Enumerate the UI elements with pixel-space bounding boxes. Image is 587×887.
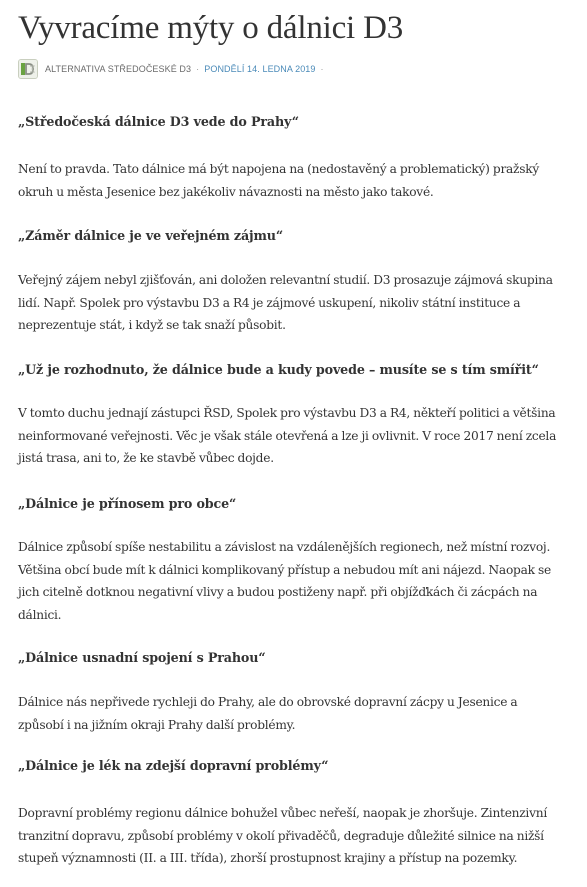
- myth-answer-line: Dálnice způsobí spíše nestabilitu a závislost na vzdálenějších regionech, než místní rozvoj.: [18, 540, 551, 554]
- myth-heading: „Dálnice usnadní spojení s Prahou“: [18, 650, 266, 665]
- myth-section: [18, 647, 574, 691]
- myth-answer-line: Dálnice nás nepřivede rychleji do Prahy, ale do obrovské dopravní zácpy u Jesenice a: [18, 695, 518, 709]
- article-title: Vyvracíme mýty o dálnici D3: [18, 10, 404, 46]
- myth-answer: [18, 402, 574, 493]
- myth-heading: „Dálnice je přínosem pro obce“: [18, 496, 237, 511]
- myth-answer-line: stupeň významnosti (II. a III. třída), zhorší prostupnost krajiny a přístup na pozemky.: [18, 851, 518, 866]
- myth-answer-line: Dopravní problémy regionu dálnice bohužel vůbec neřeší, naopak je zhoršuje. Zintenzivní: [18, 806, 547, 820]
- myth-answer-line: V tomto duchu jednají zástupci ŘSD, Spolek pro výstavbu D3 a R4, někteří politici a většina: [18, 406, 556, 420]
- article-meta: [18, 59, 329, 79]
- myth-answer-line: Není to pravda. Tato dálnice má být napojena na (nedostavěný a problematický) pražský: [18, 162, 539, 176]
- myth-heading: „Středočeská dálnice D3 vede do Prahy“: [18, 114, 299, 129]
- meta-separator: ·: [196, 64, 200, 74]
- meta-separator-trailing: ·: [320, 64, 324, 74]
- myth-section: [18, 225, 574, 269]
- myth-heading: „Záměr dálnice je ve veřejném zájmu“: [18, 228, 283, 243]
- myth-answer-line: jistá trasa, ani to, že ke stavbě vůbec dojde.: [18, 451, 274, 466]
- myth-heading: „Dálnice je lék na zdejší dopravní problémy“: [18, 758, 329, 773]
- article-body: [18, 111, 574, 872]
- article-date-link[interactable]: PONDĚLÍ 14. LEDNA 2019: [204, 64, 316, 74]
- d3-logo-icon[interactable]: [18, 59, 38, 79]
- myth-answer-line: neinformované veřejnosti. Věc je však stále otevřená a lze ji ovlivnit. V roce 2017 není zcela: [18, 428, 557, 443]
- myth-section: [18, 359, 574, 402]
- myth-answer-line: způsobí i na jižním okraji Prahy další problémy.: [18, 717, 296, 732]
- myth-section: [18, 755, 574, 802]
- myth-answer-line: Veřejný zájem nebyl zjišťován, ani doložen relevantní studií. D3 prosazuje zájmová skupina: [18, 273, 553, 287]
- myth-answer: [18, 269, 574, 359]
- myth-section: [18, 111, 574, 158]
- myth-answer-line: dálnici.: [18, 608, 62, 623]
- myth-answer-line: neprezentuje stát, i když se tak snaží působit.: [18, 318, 286, 333]
- article-author-link[interactable]: ALTERNATIVA STŘEDOČESKÉ D3: [45, 64, 192, 74]
- myth-answer: [18, 536, 574, 647]
- myth-answer-line: lidí. Např. Spolek pro výstavbu D3 a R4 je zájmové uskupení, nikoliv státní instituce a: [18, 295, 521, 310]
- myth-answer-line: Většina obcí bude mít k dálnici komplikovaný přístup a nebudou mít ani nájezd. Naopak se: [18, 562, 551, 577]
- myth-answer-line: tranzitní dopravu, způsobí problémy v okolí přivaděčů, degraduje důležité silnice na nižší: [18, 828, 544, 843]
- myth-answer-line: okruh u města Jesenice bez jakékoliv návaznosti na město jako takové.: [18, 184, 434, 199]
- myth-answer: [18, 802, 574, 872]
- myth-answer: [18, 691, 574, 755]
- d3-logo-icon-graphic: [19, 60, 37, 78]
- myth-answer: [18, 158, 574, 225]
- myth-heading: „Už je rozhodnuto, že dálnice bude a kudy povede – musíte se s tím smířit“: [18, 362, 539, 377]
- myth-answer-line: jich citelně dotknou negativní vlivy a budou postiženy např. při objížďkách či zácpách na: [18, 585, 538, 600]
- myth-section: [18, 493, 574, 536]
